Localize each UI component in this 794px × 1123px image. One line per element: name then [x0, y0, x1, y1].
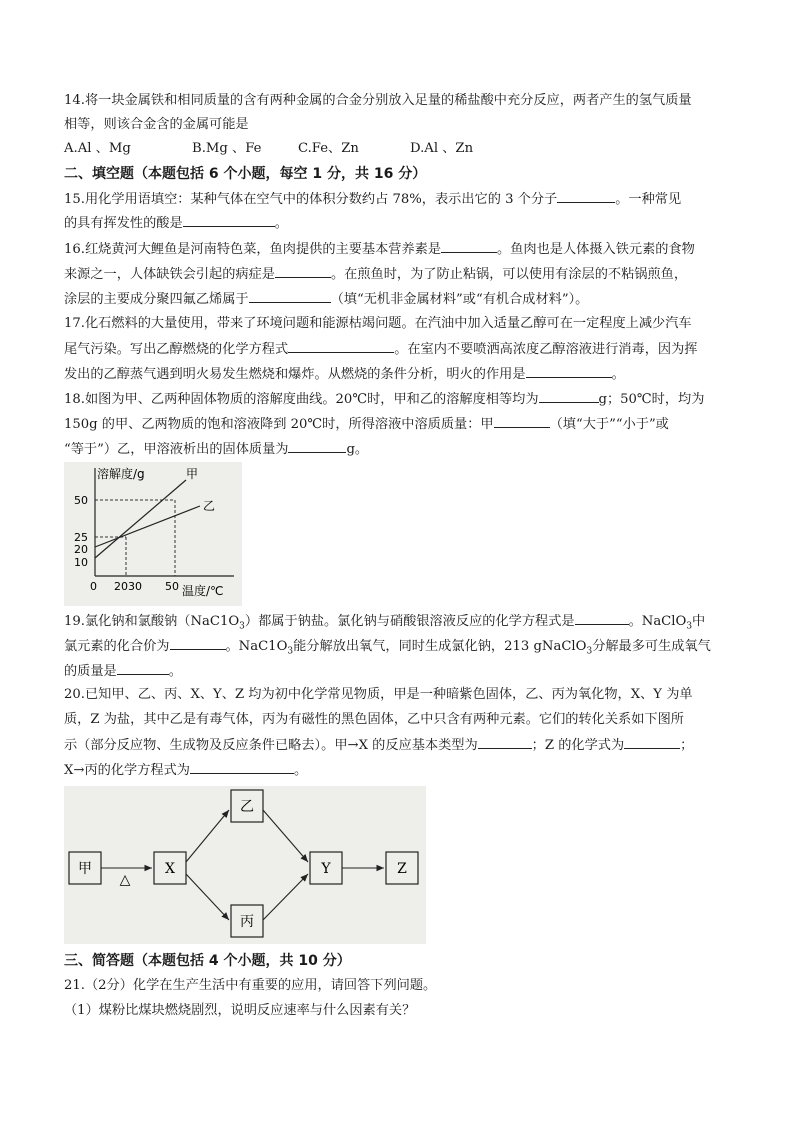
q18-line1: 18.如图为甲、乙两种固体物质的溶解度曲线。20℃时，甲和乙的溶解度相等均为 g；50℃时，均为: [64, 388, 732, 411]
q18-line3: “等于”）乙，甲溶液析出的固体质量为 g。: [64, 438, 732, 461]
q17-blank-2[interactable]: [526, 363, 612, 378]
q17-line3: 发出的乙醇蒸气遇到明火易发生燃烧和爆炸。从燃烧的条件分析，明火的作用是 。: [64, 363, 732, 386]
arrow-yi-y: [263, 810, 308, 862]
q16-line3: 涂层的主要成分聚四氟乙烯属于 （填“无机非金属材料”或“有机合成材料”）。: [64, 288, 732, 311]
section3-title: 三、简答题（本题包括 4 个小题，共 10 分）: [64, 953, 351, 969]
x-tick-0: 0: [90, 580, 97, 593]
series-label-jia: 甲: [186, 467, 199, 481]
q18-blank-3[interactable]: [288, 438, 346, 453]
q21-line1: 21.（2分）化学在生产生活中有重要的应用，请回答下列问题。: [64, 978, 437, 993]
q15-line2: 的具有挥发性的酸是 。: [64, 212, 732, 235]
q17-line1: 17.化石燃料的大量使用，带来了环境问题和能源枯竭问题。在汽油中加入适量乙醇可在一定程度上减少汽车: [64, 316, 692, 331]
q20-blank-1[interactable]: [478, 734, 532, 749]
q20-line1: 20.已知甲、乙、丙、X、Y、Z 均为初中化学常见物质，甲是一种暗紫色固体，乙、丙为氧化物，X、Y 为单: [64, 687, 693, 702]
box-bing-label: 丙: [240, 914, 254, 930]
q14-option-d: D.Al 、Zn: [410, 141, 474, 156]
q19-blank-2[interactable]: [170, 635, 226, 650]
q19-line2: 氯元素的化合价为 。$NaC1O_3$能分解放出氧气，同时生成氯化钠，213 gNaClO$_3$分解最多可生成氧气: [64, 635, 732, 658]
arrow-x-yi: [186, 810, 229, 862]
solubility-figure: [64, 462, 242, 606]
q17-line2: 尾气污染。写出乙醇燃烧的化学方程式 。在室内不要喷洒高浓度乙醇溶液进行消毒，因为挥: [64, 338, 732, 361]
q16-blank-1[interactable]: [441, 238, 497, 253]
q14-line2: 相等，则该合金含的金属可能是: [64, 117, 249, 132]
q20-line4: X→丙的化学方程式为 。: [64, 759, 732, 782]
y-tick-20: 20: [74, 543, 88, 556]
q14-line1: 14.将一块金属铁和相同质量的含有两种金属的合金分别放入足量的稀盐酸中充分反应，两者产生的氢气质量: [64, 93, 692, 108]
q15-blank-2[interactable]: [183, 212, 275, 227]
box-y-label: Y: [321, 861, 331, 877]
box-jia-label: 甲: [78, 861, 92, 877]
q14-option-b: B.Mg 、Fe: [192, 141, 262, 156]
q15-blank-1[interactable]: [557, 188, 615, 203]
flow-diagram-svg: [64, 786, 426, 944]
q20-line3: 示（部分反应物、生成物及反应条件已略去）。甲→X 的反应基本类型为 ；Z 的化学式为 ；: [64, 734, 732, 757]
arrow-bing-y: [263, 874, 308, 920]
q19-line1: 19.氯化钠和氯酸钠$(NaC1O_3)$都属于钠盐。氯化钠与硝酸银溶液反应的化学方程式是 。NaClO$_3$中: [64, 610, 732, 633]
curve-jia: [95, 480, 186, 558]
box-z-label: Z: [397, 861, 407, 877]
q20-line2: 质，Z 为盐，其中乙是有毒气体，丙为有磁性的黑色固体，乙中只含有两种元素。它们的转化关系如下图所: [64, 712, 684, 727]
x-tick-2030: 2030: [114, 580, 142, 593]
flow-diagram: [64, 786, 426, 944]
y-axis-label: 溶解度/g: [97, 467, 145, 481]
q21-line2: （1）煤粉比煤块燃烧剧烈，说明反应速率与什么因素有关？: [64, 1003, 416, 1018]
q16-line1: 16.红烧黄河大鲤鱼是河南特色菜，鱼肉提供的主要基本营养素是 。鱼肉也是人体摄入铁元素的食物: [64, 238, 732, 261]
q16-blank-2[interactable]: [275, 263, 331, 278]
q16-line2: 来源之一，人体缺铁会引起的病症是 。在煎鱼时，为了防止粘锅，可以使用有涂层的不粘锅煎鱼，: [64, 263, 732, 286]
q19-blank-1[interactable]: [575, 610, 629, 625]
q19-blank-3[interactable]: [117, 660, 169, 675]
x-axis-label: 温度/℃: [182, 584, 224, 598]
box-x-label: X: [165, 861, 175, 877]
q18-blank-1[interactable]: [539, 388, 599, 403]
q16-blank-3[interactable]: [249, 288, 331, 303]
arrow-x-bing: [186, 874, 229, 920]
solubility-chart: [64, 462, 242, 606]
box-yi-label: 乙: [240, 799, 254, 815]
q20-blank-3[interactable]: [190, 759, 294, 774]
q18-line2: 150g 的甲、乙两物质的饱和溶液降到 20℃时，所得溶液中溶质质量：甲 （填“大于”“小于”或: [64, 413, 732, 436]
curve-yi: [95, 506, 200, 547]
y-tick-50: 50: [74, 494, 88, 507]
q14-option-a: A.Al 、Mg: [64, 141, 131, 156]
x-tick-50: 50: [165, 580, 179, 593]
heat-symbol: △: [119, 872, 131, 888]
q18-blank-2[interactable]: [494, 413, 550, 428]
q20-blank-2[interactable]: [624, 734, 680, 749]
q19-line3: 的质量是 。: [64, 660, 732, 683]
section2-title: 二、填空题（本题包括 6 个小题，每空 1 分，共 16 分）: [64, 166, 427, 182]
q15-line1: 15.用化学用语填空：某种气体在空气中的体积分数约占 78%，表示出它的 3 个分子 。一种常见: [64, 188, 732, 211]
y-tick-10: 10: [74, 556, 88, 569]
series-label-yi: 乙: [203, 499, 216, 513]
y-tick-25: 25: [74, 531, 88, 544]
q14-option-c: C.Fe、Zn: [298, 141, 359, 156]
q17-blank-1[interactable]: [288, 338, 394, 353]
